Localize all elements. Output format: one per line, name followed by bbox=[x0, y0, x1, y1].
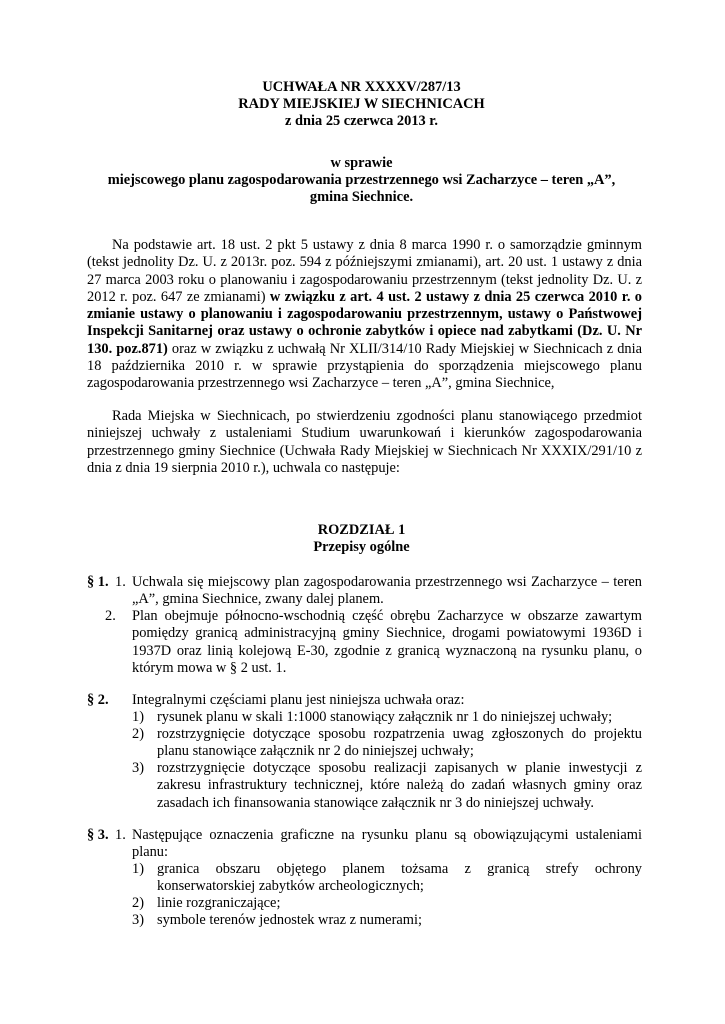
resolution-number: UCHWAŁA NR XXXXV/287/13 bbox=[262, 79, 461, 95]
preamble-text-c: oraz w związku z uchwałą Nr XLII/314/10 Rady Miejskiej w Siechnicach z dnia 18 października 2010 r. w sprawie przystąpienia do sporządzenia miejscowego planu zagospodarowania przestrzennego wsi Zacharzyce – teren „A”, gmina Siechnice, bbox=[87, 340, 643, 392]
section-2 bbox=[87, 692, 642, 812]
section-2-item-3-text: rozstrzygnięcie dotyczące sposobu realizacji zapisanych w planie inwestycji z zakresu infrastruktury technicznej, które należą do zadań własnych gminy oraz zasadach ich finansowania stanowiące załącznik nr 3 do niniejszej uchwały. bbox=[157, 760, 642, 811]
section-3-intro: Następujące oznaczenia graficzne na rysunku planu są obowiązującymi ustaleniami planu: bbox=[132, 827, 642, 861]
section-2-item-1-text: rysunek planu w skali 1:1000 stanowiący załącznik nr 1 do niniejszej uchwały; bbox=[157, 709, 613, 725]
preamble-resolution: Rada Miejska w Siechnicach, po stwierdzeniu zgodności planu stanowiącego przedmiot niniejszej uchwały z ustaleniami Studium uwarunkowań i kierunków zagospodarowania przestrzennego gminy Siechnice (Uchwała Rady Miejskiej w Siechnicach Nr XXXIX/291/10 z dnia z dnia 19 sierpnia 2010 r.), uchwala co następuje: bbox=[87, 408, 642, 476]
subject-title: miejscowego planu zagospodarowania przestrzennego wsi Zacharzyce – teren „A”, bbox=[107, 172, 616, 188]
section-1-item-1-number: 1. bbox=[115, 574, 126, 590]
section-3-item-1-text: granica obszaru objętego planem tożsama z granicą strefy ochrony konserwatorskiej zabytków archeologicznych; bbox=[157, 861, 642, 895]
section-3-number: § 3. bbox=[87, 827, 109, 843]
resolution-date: z dnia 25 czerwca 2013 r. bbox=[285, 113, 438, 129]
section-2-item-2-number: 2) bbox=[132, 726, 144, 742]
section-3-item-3-text: symbole terenów jednostek wraz z numerami; bbox=[157, 912, 422, 928]
section-2-intro: Integralnymi częściami planu jest niniejsza uchwała oraz: bbox=[132, 692, 465, 708]
section-2-item-2-text: rozstrzygnięcie dotyczące sposobu rozpatrzenia uwag zgłoszonych do projektu planu stanowiące załącznik nr 2 do niniejszej uchwały; bbox=[157, 726, 642, 760]
section-2-number: § 2. bbox=[87, 692, 109, 708]
section-3-item-1-number: 1) bbox=[132, 861, 144, 877]
section-1-item-2-text: Plan obejmuje północno-wschodnią część obrębu Zacharzyce w obszarze zawartym pomiędzy granicą administracyjną gminy Siechnice, drogami powiatowymi 1936D i 1937D oraz linią kolejową E-30, zgodnie z granicą wyznaczoną na rysunku planu, o którym mowa w § 2 ust. 1. bbox=[132, 608, 642, 676]
section-3-item-2-number: 2) bbox=[132, 895, 144, 911]
section-3-item-3-number: 3) bbox=[132, 912, 144, 928]
preamble-text-a: Na podstawie art. 18 ust. 2 pkt 5 ustawy z dnia 8 marca 1990 r. o samorządzie gminnym (tekst jednolity Dz. U. z 2013r. poz. 594 z późniejszymi zmianami), art. 20 ust. 1 ustawy z dnia 27 marca 2003 roku o planowaniu i zagospodarowaniu przestrzennym (tekst jednolity Dz. U. z 2012 r. poz. 647 ze zmianami) bbox=[87, 237, 642, 305]
section-3-sub-number: 1. bbox=[115, 827, 126, 843]
section-1-number: § 1. bbox=[87, 574, 109, 590]
section-1-item-1-text: Uchwala się miejscowy plan zagospodarowania przestrzennego wsi Zacharzyce – teren „A”, gmina Siechnice, zwany dalej planem. bbox=[132, 574, 642, 608]
section-1 bbox=[87, 574, 642, 684]
section-1-item-2-number: 2. bbox=[105, 608, 116, 624]
subject-intro: w sprawie bbox=[330, 155, 393, 171]
subject-municipality: gmina Siechnice. bbox=[309, 189, 414, 205]
section-2-item-1-number: 1) bbox=[132, 709, 144, 725]
chapter-subtitle: Przepisy ogólne bbox=[313, 539, 410, 555]
preamble-legal-basis bbox=[87, 237, 642, 393]
preamble-text-bold: w związku z art. 4 ust. 2 ustawy z dnia 25 czerwca 2010 r. o zmianie ustawy o planowaniu i zagospodarowaniu przestrzennym, ustawy o Państwowej Inspekcji Sanitarnej oraz ustawy o ochronie zabytków i opiece nad zabytkami (Dz. U. Nr 130. poz.871) bbox=[87, 288, 642, 357]
chapter-title: ROZDZIAŁ 1 bbox=[317, 522, 406, 538]
section-2-item-3-number: 3) bbox=[132, 760, 144, 776]
section-3-item-2-text: linie rozgraniczające; bbox=[157, 895, 281, 911]
section-3 bbox=[87, 827, 642, 937]
council-name: RADY MIEJSKIEJ W SIECHNICACH bbox=[238, 96, 485, 112]
